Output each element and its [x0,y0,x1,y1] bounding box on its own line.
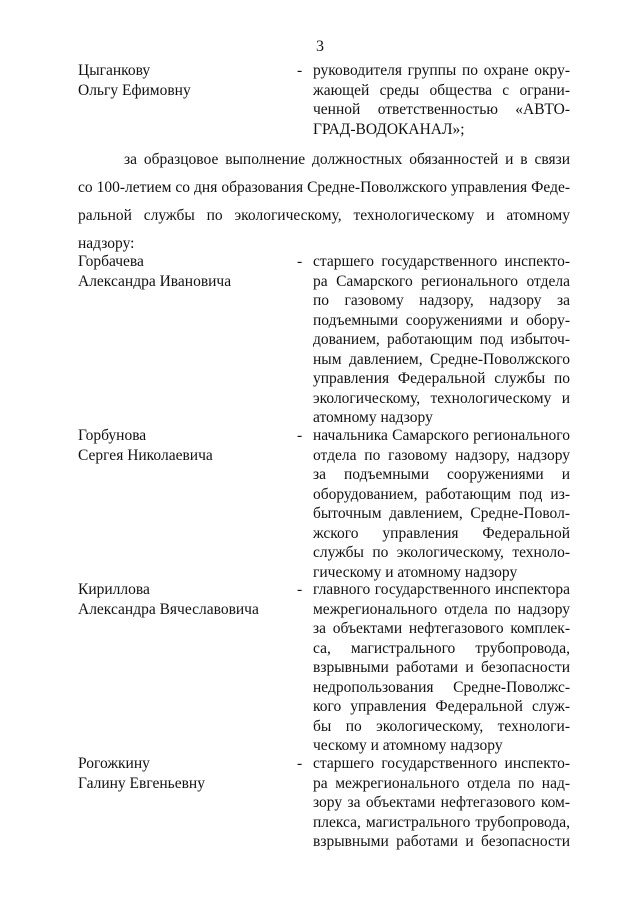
name-line: Галину Евгеньевну [78,774,205,792]
name-line: Цыганкову [78,62,151,79]
name-line: Рогожкину [78,755,150,772]
name-line: Сергея Николаевича [78,446,213,464]
dash: - [297,581,303,598]
person-name [78,426,278,465]
position-description [313,754,570,852]
award-reason-paragraph [78,146,570,258]
desc-line: ным давлением, Средне-Поволжского [313,350,570,368]
paragraph-line: со 100-летием со дня образования Средне-Поволжского управления Феде- [78,179,570,196]
dash: - [297,427,303,444]
desc-line: оборудованием, работающим под из- [313,485,570,503]
desc-line: по газовому надзору, надзору за [313,292,570,309]
name-line: Горбунова [78,427,147,444]
name-line: Александра Вячеславовича [78,600,259,618]
desc-line: взрывными работами и безопасности [313,659,570,676]
desc-line: ра межрегионального отдела по над- [313,774,570,792]
desc-line: начальника Самарского регионального [313,427,570,444]
desc-line: недропользования Средне-Поволжс- [313,678,570,696]
desc-line: ра Самарского регионального отдела [313,272,570,290]
desc-line: плекса, магистрального трубопровода, [313,813,570,831]
desc-line: быточным давлением, Средне-Повол- [313,505,570,522]
desc-line: за подъемными сооружениями и [313,466,570,483]
desc-line: управления Федеральной службы по [313,370,570,387]
person-name [78,754,278,793]
desc-line: руководителя группы по охране окру- [313,62,570,79]
desc-line: главного государственного инспектора [313,581,570,598]
name-line: Кириллова [78,581,150,598]
desc-line: са, магистрального трубопровода, [313,639,570,657]
paragraph-line: за образцовое выполнение должностных обязанностей и в связи [124,151,570,168]
paragraph-line: ральной службы по экологическому, технологическому и атомному [78,207,570,224]
desc-line: старшего государственного инспекто- [313,755,570,772]
desc-line: межрегионального отдела по надзору [313,600,570,618]
person-name [78,252,278,291]
dash: - [297,755,303,772]
desc-line: отдела по газовому надзору, надзору [313,446,570,464]
name-line: Ольгу Ефимовну [78,81,191,99]
desc-line: атомному надзору [313,409,433,426]
desc-line: за объектами нефтегазового комплек- [313,620,570,637]
desc-line: подъемными сооружениями и обору- [313,311,570,329]
position-description [313,252,570,428]
desc-line: ченной ответственностью «АВТО- [313,101,570,118]
desc-line: взрывными работами и безопасности [313,833,570,850]
desc-line: гическому и атомному надзору [313,563,518,581]
name-line: Горбачева [78,253,144,270]
person-name [78,580,278,619]
desc-line: службы по экологическому, техноло- [313,544,570,561]
desc-line: ческому и атомному надзору [313,737,503,754]
desc-line: ГРАД-ВОДОКАНАЛ»; [313,120,465,138]
desc-line: жающей среды общества с ограни- [313,81,570,99]
position-description [313,426,570,582]
dash: - [297,253,303,270]
position-description [313,580,570,756]
dash: - [297,62,303,79]
desc-line: дованием, работающим под избыточ- [313,331,570,348]
desc-line: кого управления Федеральной служ- [313,698,570,715]
person-name [78,61,278,100]
desc-line: жского управления Федеральной [313,524,570,542]
name-line: Александра Ивановича [78,272,232,290]
desc-line: бы по экологическому, технологи- [313,717,570,735]
desc-line: старшего государственного инспекто- [313,253,570,270]
paragraph-line: надзору: [78,235,135,252]
page-number: 3 [316,38,324,55]
desc-line: зору за объектами нефтегазового ком- [313,794,570,811]
desc-line: экологическому, технологическому и [313,389,570,407]
position-description [313,61,570,139]
